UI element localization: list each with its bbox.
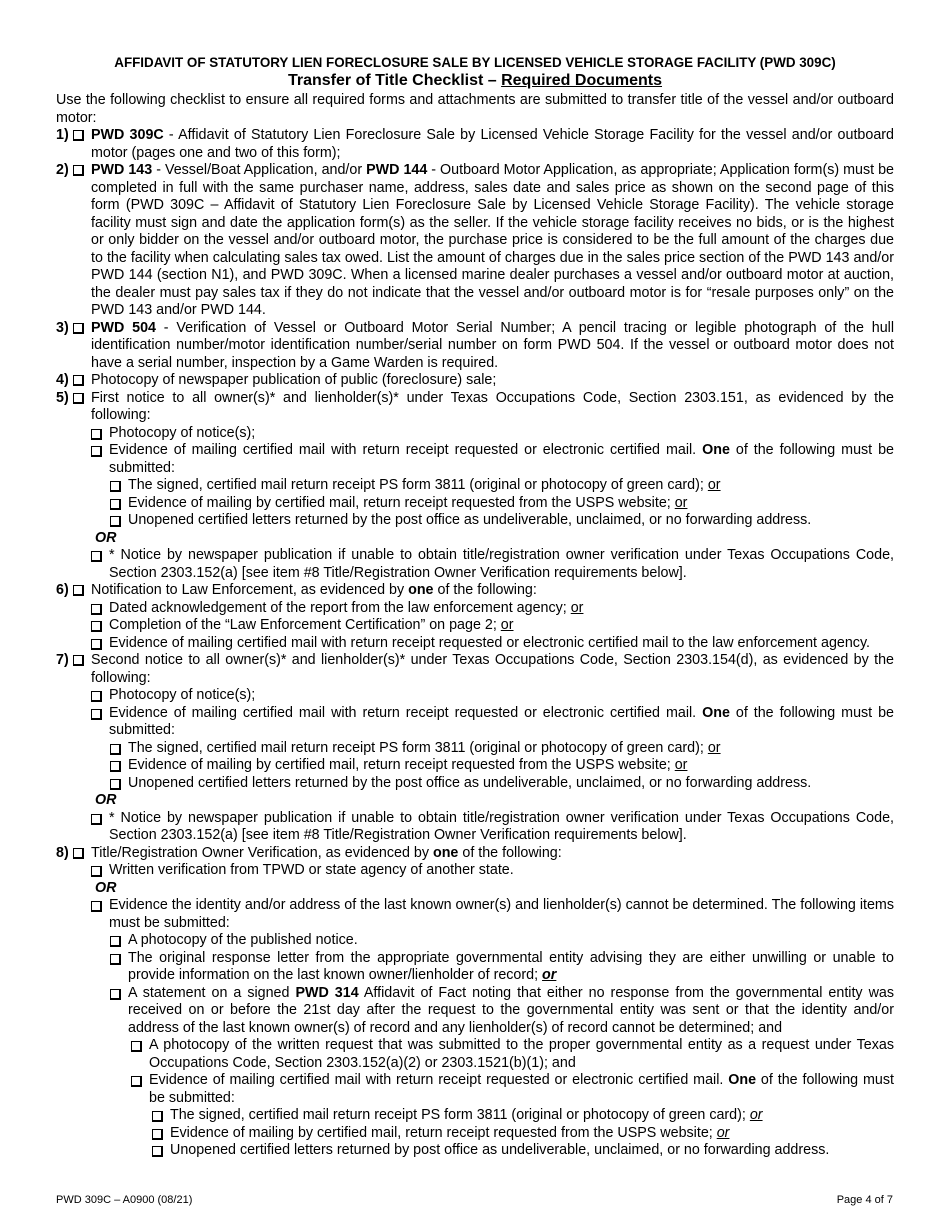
checkbox-icon[interactable]: [91, 621, 102, 632]
sub-item: Dated acknowledgement of the report from the law enforcement agency; or: [91, 600, 894, 618]
checkbox-icon[interactable]: [91, 866, 102, 877]
sub-item: Photocopy of notice(s);: [91, 425, 894, 443]
sub-item: * Notice by newspaper publication if unable to obtain title/registration owner verification under Texas Occupations Code, Section 2303.152(a) [see item #8 Title/Registration Owner Verification requirements below].: [91, 810, 894, 845]
checklist-item-2: [56, 162, 894, 320]
document-page: [56, 54, 894, 1160]
item-number: 1): [56, 127, 69, 143]
item-text: - Affidavit of Statutory Lien Foreclosure Sale by Licensed Vehicle Storage Facility for the vessel and/or outboard motor (pages one and two of this form);: [91, 127, 894, 161]
checkbox-icon[interactable]: [110, 516, 121, 527]
checkbox-icon[interactable]: [110, 936, 121, 947]
checkbox-icon[interactable]: [91, 429, 102, 440]
checkbox-icon[interactable]: [110, 744, 121, 755]
sub-item: Unopened certified letters returned by the post office as undeliverable, unclaimed, or no forwarding address.: [110, 775, 894, 793]
sub-item: Evidence of mailing certified mail with return receipt requested or electronic certified mail to the law enforcement agency.: [91, 635, 894, 653]
or-separator: OR: [95, 792, 117, 808]
checkbox-icon[interactable]: [73, 585, 84, 596]
sub-item: Evidence the identity and/or address of the last known owner(s) and lienholder(s) cannot be determined. The following items must be submitted:: [91, 897, 894, 932]
checkbox-icon[interactable]: [152, 1146, 163, 1157]
item-text: First notice to all owner(s)* and lienholder(s)* under Texas Occupations Code, Section 2303.151, as evidenced by the following:: [91, 389, 894, 423]
sub-item: The signed, certified mail return receipt PS form 3811 (original or photocopy of green card); or: [110, 740, 894, 758]
sub-item: Evidence of mailing by certified mail, return receipt requested from the USPS website; or: [152, 1125, 894, 1143]
checkbox-icon[interactable]: [73, 848, 84, 859]
checkbox-icon[interactable]: [91, 709, 102, 720]
checkbox-icon[interactable]: [73, 323, 84, 334]
footer-form-id: PWD 309C – A0900 (08/21): [56, 1194, 193, 1206]
checkbox-icon[interactable]: [91, 901, 102, 912]
checklist-item-1: [56, 127, 894, 162]
item-number: 3): [56, 319, 69, 336]
sub-item: A photocopy of the written request that was submitted to the proper governmental entity as a request under Texas Occupations Code, Section 2303.152(a)(2) or 2303.1521(b)(1); and: [131, 1037, 894, 1072]
checkbox-icon[interactable]: [73, 393, 84, 404]
form-code: PWD 504: [91, 319, 157, 336]
or-separator: OR: [95, 529, 117, 546]
item-number: 2): [56, 162, 69, 178]
item-text: - Verification of Vessel or Outboard Motor Serial Number; A pencil tracing or legible photograph of the hull identification number/motor identification number/serial number on form PWD 504. If the vessel or outboard motor does not have a serial number, inspection by a Game Warden is required.: [91, 319, 894, 371]
form-code: PWD 143: [91, 162, 153, 178]
checkbox-icon[interactable]: [91, 446, 102, 457]
checkbox-icon[interactable]: [73, 165, 84, 176]
sub-item: Evidence of mailing certified mail with return receipt requested or electronic certified mail. One of the following must be submitted:: [91, 705, 894, 740]
checklist-title-underlined: Required Documents: [501, 72, 663, 89]
checklist-item-8: 8) Title/Registration Owner Verification, as evidenced by one of the following:: [56, 844, 562, 861]
checkbox-icon[interactable]: [91, 691, 102, 702]
sub-item: Completion of the “Law Enforcement Certification” on page 2; or: [91, 617, 894, 635]
checkbox-icon[interactable]: [110, 499, 121, 510]
checklist-item-6: 6) Notification to Law Enforcement, as evidenced by one of the following:: [56, 582, 537, 598]
sub-item: Written verification from TPWD or state agency of another state.: [91, 862, 894, 880]
checkbox-icon[interactable]: [73, 375, 84, 386]
checkbox-icon[interactable]: [152, 1129, 163, 1140]
checklist-title: [56, 71, 894, 90]
checklist-item-7: 7) Second notice to all owner(s)* and lienholder(s)* under Texas Occupations Code, Section 2303.154(d), as evidenced by the following:: [56, 652, 894, 686]
checkbox-icon[interactable]: [73, 655, 84, 666]
sub-item: Unopened certified letters returned by post office as undeliverable, unclaimed, or no forwarding address.: [152, 1142, 894, 1160]
checklist-item-5: [56, 390, 894, 425]
checkbox-icon[interactable]: [131, 1041, 142, 1052]
checklist-title-prefix: Transfer of Title Checklist –: [287, 72, 502, 89]
intro-text: Use the following checklist to ensure all required forms and attachments are submitted to transfer title of the vessel and/or outboard motor:: [56, 92, 894, 126]
item-text: - Outboard Motor Application, as appropriate; Application form(s) must be completed in full with the same purchaser name, address, sales date and sales price as shown on the second page of this form (PWD 309C – Affidavit of Statutory Lien Foreclosure Sale by Licensed Vehicle Storage Facility). The vehicle storage facility must sign and date the application form(s) as the seller. If the vehicle storage facility receives no bids, or is the highest or only bidder on the vessel and/or outboard motor, the purchase price is considered to be the full amount of the charges due to the facility when calculating sales tax owed. List the amount of charges due in the sales price section of the PWD 143 and/or PWD 144 (section N1), and PWD 309C. When a licensed marine dealer purchases a vessel and/or outboard motor at auction, the dealer must pay sales tax if they do not indicate that the vessel and/or outboard motor is for “resale purposes only” on the PWD 143 and/or PWD 144.: [91, 162, 894, 318]
item-number: 7): [56, 652, 69, 668]
sub-item: A photocopy of the published notice.: [110, 932, 894, 950]
or-separator: OR: [95, 879, 117, 896]
checkbox-icon[interactable]: [91, 551, 102, 562]
sub-item: Unopened certified letters returned by the post office as undeliverable, unclaimed, or no forwarding address.: [110, 512, 894, 530]
sub-item: Evidence of mailing certified mail with return receipt requested or electronic certified mail. One of the following must be submitted:: [91, 442, 894, 477]
item-number: 8): [56, 844, 69, 861]
sub-item: The signed, certified mail return receipt PS form 3811 (original or photocopy of green card); or: [152, 1107, 894, 1125]
checkbox-icon[interactable]: [91, 639, 102, 650]
checklist-item-4: [56, 372, 894, 390]
checklist-item-3: [56, 320, 894, 373]
form-title: AFFIDAVIT OF STATUTORY LIEN FORECLOSURE SALE BY LICENSED VEHICLE STORAGE FACILITY (PWD 309C): [114, 55, 836, 70]
form-code: PWD 309C: [91, 127, 164, 143]
sub-item: Evidence of mailing by certified mail, return receipt requested from the USPS website; or: [110, 495, 894, 513]
sub-item: Evidence of mailing by certified mail, return receipt requested from the USPS website; or: [110, 757, 894, 775]
checkbox-icon[interactable]: [110, 989, 121, 1000]
sub-item: * Notice by newspaper publication if unable to obtain title/registration owner verification under Texas Occupations Code, Section 2303.152(a) [see item #8 Title/Registration Owner Verification requirements below].: [91, 547, 894, 582]
item-text: Photocopy of newspaper publication of public (foreclosure) sale;: [91, 372, 497, 388]
sub-item: The signed, certified mail return receipt PS form 3811 (original or photocopy of green card); or: [110, 477, 894, 495]
sub-item: A statement on a signed PWD 314 Affidavit of Fact noting that either no response from the governmental entity was received on or before the 21st day after the request to the governmental entity was sent or that the identity and/or address of the last known owner(s) of record and any lienholder(s) of record cannot be determined; and: [110, 985, 894, 1038]
item-number: 4): [56, 372, 69, 388]
checkbox-icon[interactable]: [152, 1111, 163, 1122]
checkbox-icon[interactable]: [131, 1076, 142, 1087]
sub-item: Evidence of mailing certified mail with return receipt requested or electronic certified mail. One of the following must be submitted:: [131, 1072, 894, 1107]
checkbox-icon[interactable]: [110, 954, 121, 965]
checkbox-icon[interactable]: [110, 779, 121, 790]
sub-item: Photocopy of notice(s);: [91, 687, 894, 705]
item-text: - Vessel/Boat Application, and/or: [152, 162, 367, 178]
checkbox-icon[interactable]: [91, 814, 102, 825]
checkbox-icon[interactable]: [73, 130, 84, 141]
checkbox-icon[interactable]: [110, 761, 121, 772]
form-code: PWD 144: [366, 162, 428, 178]
item-number: 6): [56, 582, 69, 598]
footer-page-number: Page 4 of 7: [836, 1194, 893, 1206]
checkbox-icon[interactable]: [91, 604, 102, 615]
sub-item: The original response letter from the appropriate governmental entity advising they are either unwilling or unable to provide information on the last known owner/lienholder of record; or: [110, 950, 894, 985]
item-number: 5): [56, 389, 69, 406]
checkbox-icon[interactable]: [110, 481, 121, 492]
